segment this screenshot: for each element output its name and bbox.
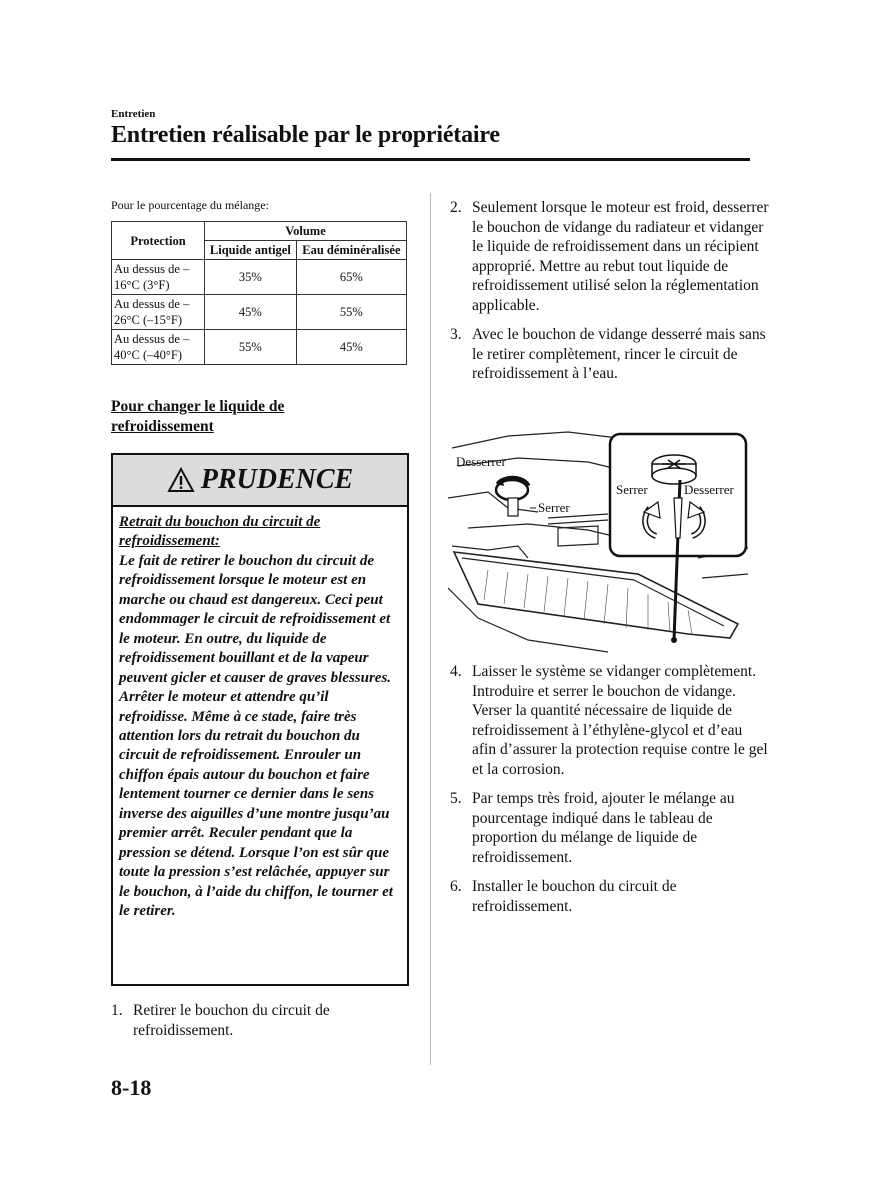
list-item	[111, 1001, 371, 1040]
label-loosen-inset: Desserrer	[684, 482, 734, 497]
steps-right-bottom	[450, 662, 770, 926]
title-rule	[111, 158, 750, 161]
step-text: Par temps très froid, ajouter le mélange au pourcentage indiqué dans le tableau de proportion du mélange de liquide de refroidissement.	[472, 790, 735, 866]
mix-intro: Pour le pourcentage du mélange:	[111, 198, 269, 212]
caution-heading: Retrait du bouchon du circuit de refroidissement:	[119, 514, 321, 550]
caution-box	[111, 453, 409, 986]
steps-right-top	[450, 198, 770, 394]
section-subheading: Pour changer le liquide de refroidissement	[111, 398, 285, 435]
step-number: 4.	[450, 663, 462, 680]
row-condition: Au dessus de –40°C (–40°F)	[112, 330, 205, 365]
step-text: Seulement lorsque le moteur est froid, desserrer le bouchon de vidange du radiateur et vidanger le liquide de refroidissement dans un récipient approprié. Mettre au rebut tout liquide de refroidissement utilisé selon la réglementation applicable.	[472, 199, 769, 314]
step-number: 1.	[111, 1002, 123, 1019]
label-tighten: Serrer	[538, 500, 570, 515]
row-antigel: 35%	[205, 260, 297, 295]
caution-header	[113, 455, 407, 507]
row-antigel: 45%	[205, 295, 297, 330]
col-eau: Eau déminéralisée	[296, 241, 406, 260]
table-row	[112, 330, 407, 365]
row-eau: 55%	[296, 295, 406, 330]
page-title: Entretien réalisable par le propriétaire	[111, 122, 500, 148]
list-item	[450, 325, 770, 384]
caution-title: PRUDENCE	[200, 464, 354, 495]
step-number: 5.	[450, 790, 462, 807]
col-protection: Protection	[112, 222, 205, 260]
list-item	[450, 662, 770, 779]
step-number: 6.	[450, 878, 462, 895]
list-item	[450, 198, 770, 315]
step-number: 3.	[450, 326, 462, 343]
step-text: Installer le bouchon du circuit de refroidissement.	[472, 878, 677, 915]
table-row	[112, 260, 407, 295]
row-condition: Au dessus de –26°C (–15°F)	[112, 295, 205, 330]
step-text: Laisser le système se vidanger complètement. Introduire et serrer le bouchon de vidange. Verser la quantité nécessaire de liquide de refroidissement à l’éthylène-glycol et d’eau afin d’assurer la protection requise contre le gel et la corrosion.	[472, 663, 768, 778]
col-antigel: Liquide antigel	[205, 241, 297, 260]
list-item	[450, 789, 770, 867]
steps-left	[111, 1001, 371, 1050]
step-number: 2.	[450, 199, 462, 216]
caution-text: Le fait de retirer le bouchon du circuit de refroidissement lorsque le moteur est en marche ou chaud est dangereux. Ceci peut endommager le circuit de refroidissement et le moteur. En outre, du liquide de refroidissement bouillant et de la vapeur peuvent gicler et causer de graves blessures. Arrêter le moteur et attendre qu’il refroidisse. Même à ce stade, faire très attention lors du retrait du bouchon du circuit de refroidissement. Enrouler un chiffon épais autour du bouchon et faire lentement tourner ce dernier dans le sens inverse des aiguilles d’une montre jusqu’au premier arrêt. Reculer pendant que la pression se détend. Lorsque l’on est sûr que toute la pression s’est relâchée, appuyer sur le bouchon, à l’aide du chiffon, le tourner et le retirer.	[119, 552, 393, 920]
label-loosen: Desserrer	[456, 454, 506, 469]
step-text: Avec le bouchon de vidange desserré mais sans le retirer complètement, rincer le circuit de refroidissement à l’eau.	[472, 326, 766, 382]
table-row	[112, 295, 407, 330]
page-number: 8-18	[111, 1075, 152, 1100]
column-divider	[430, 193, 431, 1065]
mix-table	[111, 221, 407, 365]
list-item	[450, 877, 770, 916]
row-antigel: 55%	[205, 330, 297, 365]
section-label: Entretien	[111, 108, 156, 120]
step-text: Retirer le bouchon du circuit de refroidissement.	[133, 1002, 330, 1039]
radiator-drain-illustration	[448, 428, 750, 656]
caution-body	[113, 507, 407, 922]
row-eau: 45%	[296, 330, 406, 365]
warning-triangle-icon	[167, 467, 195, 493]
row-condition: Au dessus de –16°C (3°F)	[112, 260, 205, 295]
row-eau: 65%	[296, 260, 406, 295]
col-volume: Volume	[205, 222, 407, 241]
label-tighten-inset: Serrer	[616, 482, 648, 497]
